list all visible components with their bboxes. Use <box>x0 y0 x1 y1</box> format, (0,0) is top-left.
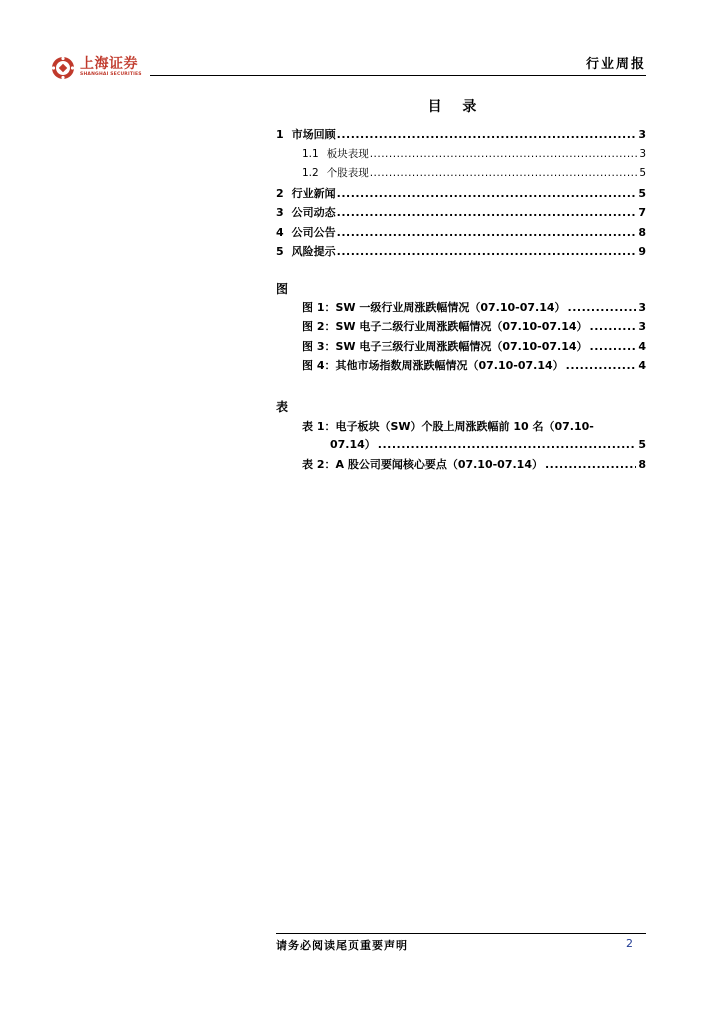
toc-entry-page: 3 <box>638 128 646 141</box>
logo-chinese-name: 上海证券 <box>80 56 138 72</box>
header-divider <box>150 75 646 76</box>
figure-entry-1[interactable] <box>276 299 646 319</box>
toc-entry-number: 2 <box>276 186 284 200</box>
toc-entry-3[interactable] <box>276 204 646 224</box>
logo-english-name: SHANGHAI SECURITIES <box>80 72 142 77</box>
tables-heading: 表 <box>276 399 289 414</box>
leader-dots <box>568 301 637 314</box>
toc-entry-label: 个股表现 <box>326 167 369 179</box>
leader-dots <box>566 359 637 372</box>
leader-dots <box>337 206 637 219</box>
logo-emblem-icon <box>51 56 75 80</box>
toc-entry-label: 公司公告 <box>291 225 336 239</box>
leader-dots <box>337 128 637 141</box>
table-entry-label-cont: 07.14） <box>330 438 376 451</box>
figure-entry-4[interactable] <box>276 357 646 377</box>
toc-entry-page: 8 <box>638 225 646 239</box>
leader-dots <box>378 438 637 451</box>
toc-entry-1[interactable] <box>276 126 646 146</box>
toc-entry-label: 风险提示 <box>291 245 336 258</box>
table-entry-page: 8 <box>638 457 646 471</box>
table-entry-1[interactable] <box>276 417 646 456</box>
toc-entry-number: 4 <box>276 225 284 239</box>
leader-dots <box>590 320 637 333</box>
table-entry-2[interactable] <box>276 456 646 476</box>
toc-entry-page: 5 <box>638 186 646 200</box>
leader-dots <box>370 148 638 160</box>
toc-title: 目 录 <box>427 99 485 115</box>
figure-entry-label: 图 4：其他市场指数周涨跌幅情况（07.10-07.14） <box>302 359 564 372</box>
figure-entry-page: 4 <box>638 359 646 372</box>
leader-dots <box>590 340 637 353</box>
figure-entry-3[interactable] <box>276 338 646 358</box>
toc-entry-number: 1 <box>276 128 284 141</box>
toc-entry-2[interactable] <box>276 185 646 205</box>
figure-entry-label: 图 1：SW 一级行业周涨跌幅情况（07.10-07.14） <box>302 300 566 314</box>
disclaimer-note: 请务必阅读尾页重要声明 <box>276 939 408 952</box>
toc-entry-4[interactable] <box>276 224 646 244</box>
page-number: 2 <box>626 937 633 950</box>
figure-entry-label: 图 2：SW 电子二级行业周涨跌幅情况（07.10-07.14） <box>302 320 588 333</box>
toc-entry-label: 公司动态 <box>291 206 336 219</box>
footer-divider <box>276 933 646 934</box>
toc-entry-1-2[interactable] <box>276 165 646 185</box>
company-logo <box>51 56 142 82</box>
toc-entry-page: 7 <box>638 206 646 219</box>
figure-entry-page: 3 <box>638 320 646 333</box>
toc-entry-5[interactable] <box>276 243 646 263</box>
figures-heading: 图 <box>276 281 289 296</box>
toc-entry-label: 市场回顾 <box>291 128 336 141</box>
toc-entry-label: 板块表现 <box>326 147 369 160</box>
figure-entry-label: 图 3：SW 电子三级行业周涨跌幅情况（07.10-07.14） <box>302 339 588 353</box>
figure-entry-2[interactable] <box>276 318 646 338</box>
figure-entry-page: 3 <box>638 300 646 314</box>
toc-entry-number: 5 <box>276 245 284 258</box>
table-entry-label: 表 1：电子板块（SW）个股上周涨跌幅前 10 名（07.10- <box>302 419 594 433</box>
figure-entry-page: 4 <box>638 339 646 353</box>
table-entry-page: 5 <box>638 438 646 451</box>
table-entry-label: 表 2：A 股公司要闻核心要点（07.10-07.14） <box>302 457 543 471</box>
leader-dots <box>337 226 637 239</box>
toc-entry-page: 9 <box>638 245 646 258</box>
toc-entry-number: 1.1 <box>302 147 319 160</box>
leader-dots <box>370 167 638 179</box>
toc-entry-number: 3 <box>276 206 284 219</box>
toc-entry-label: 行业新闻 <box>291 186 336 200</box>
leader-dots <box>337 245 637 258</box>
leader-dots <box>337 187 637 200</box>
toc-entry-number: 1.2 <box>302 167 319 179</box>
leader-dots <box>545 458 636 471</box>
report-type: 行业周报 <box>585 57 646 72</box>
toc-entry-page: 3 <box>639 147 646 160</box>
toc-entry-page: 5 <box>639 167 646 179</box>
toc-entry-1-1[interactable] <box>276 146 646 166</box>
table-of-contents <box>276 126 646 475</box>
